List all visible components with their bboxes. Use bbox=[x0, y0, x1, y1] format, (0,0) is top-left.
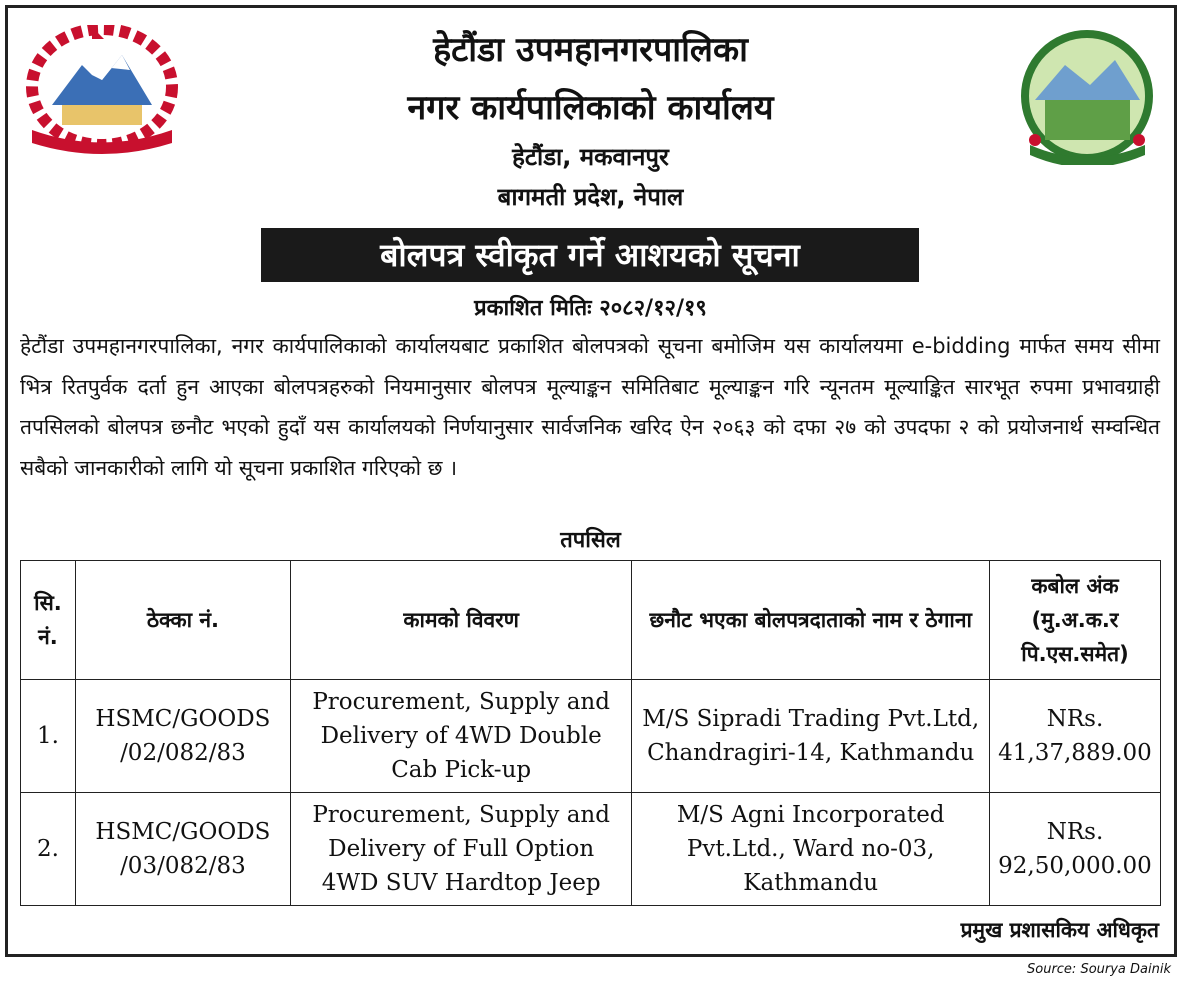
province-country: बागमती प्रदेश, नेपाल bbox=[497, 183, 684, 211]
cell-description: Procurement, Supply and Delivery of 4WD Double Cab Pick-up bbox=[290, 680, 632, 793]
table-header-row bbox=[21, 561, 1161, 680]
cell-bidder: M/S Sipradi Trading Pvt.Ltd, Chandragiri-14, Kathmandu bbox=[632, 680, 990, 793]
signatory-title: प्रमुख प्रशासकिय अधिकृत bbox=[960, 918, 1159, 942]
source-credit: Source: Sourya Dainik bbox=[1027, 962, 1171, 977]
office-address: हेटौंडा, मकवानपुर bbox=[512, 143, 669, 171]
table-row bbox=[21, 793, 1161, 906]
cell-contract-no: HSMC/GOODS /03/082/83 bbox=[75, 793, 290, 906]
office-name: नगर कार्यपालिकाको कार्यालय bbox=[407, 88, 774, 128]
award-table bbox=[20, 560, 1161, 906]
cell-bidder: M/S Agni Incorporated Pvt.Ltd., Ward no-03, Kathmandu bbox=[632, 793, 990, 906]
cell-sn: 2. bbox=[21, 793, 76, 906]
col-header-sn: सि. नं. bbox=[21, 561, 76, 680]
col-header-description: कामको विवरण bbox=[290, 561, 632, 680]
table-title: तपसिल bbox=[560, 528, 621, 553]
cell-description: Procurement, Supply and Delivery of Full Option 4WD SUV Hardtop Jeep bbox=[290, 793, 632, 906]
table-row bbox=[21, 680, 1161, 793]
notice-body: हेटौंडा उपमहानगरपालिका, नगर कार्यपालिकाको कार्यालयबाट प्रकाशित बोलपत्रको सूचना बमोजिम यस कार्यालयमा e-bidding मार्फत समय सीमा भित्र रितपुर्वक दर्ता हुन आएका बोलपत्रहरुको नियमानुसार बोलपत्र मूल्याङ्कन समितिबाट मूल्याङ्कन गरि न्यूनतम मूल्याङ्कित सारभूत रुपमा प्रभावग्राही तपसिलको बोलपत्र छनौट भएको हुदाँ यस कार्यालयको निर्णयानुसार सार्वजनिक खरिद ऐन २०६३ को दफा २७ को उपदफा २ को प्रयोजनार्थ सम्वन्धित सबैको जानकारीको लागि यो सूचना प्रकाशित गरिएको छ । bbox=[20, 334, 1160, 480]
notice-title-banner: बोलपत्र स्वीकृत गर्ने आशयको सूचना bbox=[261, 228, 919, 282]
col-header-amount: कबोल अंक (मु.अ.क.र पि.एस.समेत) bbox=[989, 561, 1160, 680]
cell-amount: NRs. 41,37,889.00 bbox=[989, 680, 1160, 793]
col-header-bidder: छनौट भएका बोलपत्रदाताको नाम र ठेगाना bbox=[632, 561, 990, 680]
published-date: प्रकाशित मितिः २०८२/१२/१९ bbox=[474, 296, 707, 321]
cell-amount: NRs. 92,50,000.00 bbox=[989, 793, 1160, 906]
col-header-contract-no: ठेक्का नं. bbox=[75, 561, 290, 680]
cell-sn: 1. bbox=[21, 680, 76, 793]
cell-contract-no: HSMC/GOODS /02/082/83 bbox=[75, 680, 290, 793]
municipality-name: हेटौंडा उपमहानगरपालिका bbox=[433, 30, 748, 70]
